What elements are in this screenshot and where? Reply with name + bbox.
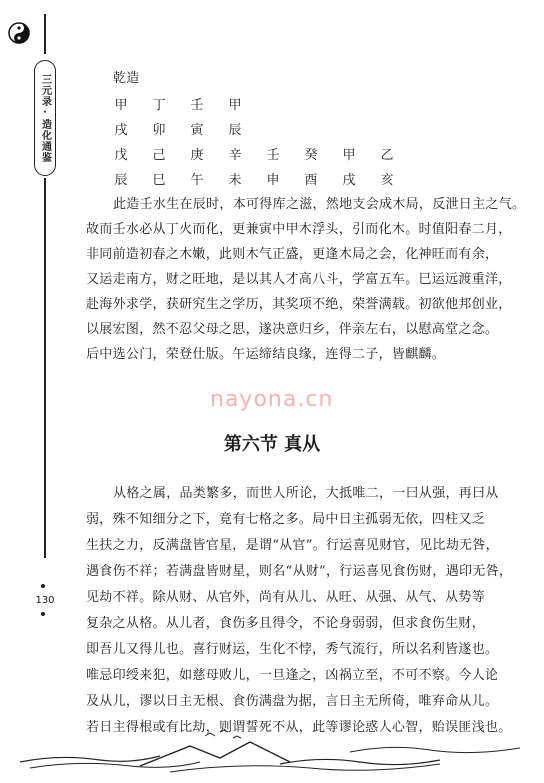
paragraph-line: 以展宏图，然不忍父母之思，遂决意归乡，伴亲左右，以慰高堂之念。 [86, 322, 499, 337]
chart-cell: 巳 [152, 173, 166, 188]
paragraph-line: 非同前造初春之木嫩，此则木气正盛，更逢木局之会，化神旺而有余， [86, 247, 499, 262]
paragraph-line: 遇食伤不祥；若满盘皆财星，则名“从财”，行运喜见食伤财，遇印无咎， [86, 564, 513, 579]
paragraph-line: 若日主得根或有比劫，则谓誓死不从，此等谬论惑人心智，贻误匪浅也。 [86, 720, 512, 735]
chart-cell: 酉 [304, 173, 318, 188]
chart-cell: 未 [228, 173, 242, 188]
watermark: nayona.cn [210, 387, 334, 412]
yin-yang-icon [8, 22, 30, 44]
chart-cell: 戌 [342, 173, 356, 188]
chart-cell: 午 [190, 173, 204, 188]
paragraph-line: 即吾儿又得儿也。喜行财运，生化不悖，秀气流行，所以名利皆遂也。 [86, 642, 499, 657]
paragraph-line: 故而壬水必从丁火而化，更兼寅中甲木浮头，引而化木。时值阳春二月， [86, 222, 512, 237]
chart-cell: 甲 [114, 98, 128, 113]
chart-cell: 庚 [190, 148, 204, 163]
chart-cell: 辰 [228, 123, 242, 138]
chart-cell: 壬 [266, 148, 280, 163]
paragraph-line: 唯忌印绶来犯，如慈母败儿，一旦逢之，凶祸立至，不可不察。今人论 [86, 668, 499, 683]
paragraph-line: 见劫不祥。除从财、从官外，尚有从儿、从旺、从强、从气、从势等 [86, 590, 486, 605]
book-title-tab [34, 60, 56, 176]
chart-cell: 乙 [380, 148, 394, 163]
chart-cell: 申 [266, 173, 280, 188]
paragraph-line: 生扶之力，反满盘皆官星，是谓“从官”。行运喜见财官，见比劫无咎， [86, 538, 499, 553]
paragraph-line: 及从儿，谬以日主无根、食伤满盘为据，言日主无所倚，唯弃命从儿。 [86, 694, 499, 709]
chart-title: 乾造 [113, 71, 140, 86]
chart-cell: 辰 [114, 173, 128, 188]
paragraph-line: 弱，殊不知细分之下，竟有七格之多。局中日主孤弱无依，四柱又乏 [86, 512, 486, 527]
chart-cell: 辛 [228, 148, 242, 163]
chart-cell: 亥 [380, 173, 394, 188]
paragraph-line: 此造壬水生在辰时，本可得库之滋，然地支会成木局，反泄日主之气。 [113, 197, 526, 212]
chart-cell: 己 [152, 148, 166, 163]
paragraph-line: 后中选公门，荣登仕版。午运缔结良缘，连得二子，皆麒麟。 [86, 347, 446, 362]
chart-cell: 戊 [114, 148, 128, 163]
side-divider-bottom [44, 178, 46, 558]
chart-cell: 甲 [228, 98, 242, 113]
chart-cell: 戌 [114, 123, 128, 138]
chart-cell: 卯 [152, 123, 166, 138]
book-title: 三元录·造化通鉴 [39, 73, 51, 163]
page-dot-top [41, 584, 45, 588]
paragraph-line: 复杂之从格。从儿者，食伤多且得令，不论身弱弱，但求食伤生财， [86, 616, 486, 631]
chart-cell: 丁 [152, 98, 166, 113]
chart-cell: 癸 [304, 148, 318, 163]
section-title: 第六节 真从 [223, 434, 321, 455]
page-dot-bottom [41, 612, 45, 616]
chart-cell: 甲 [342, 148, 356, 163]
paragraph-line: 赴海外求学，获研究生之学历，其奖项不绝，荣誉满载。初欲他邦创业， [86, 297, 512, 312]
paragraph-line: 又运走南方，财之旺地，是以其人才高八斗，学富五车。巳运远渡重洋， [86, 272, 512, 287]
paragraph-line: 从格之属，品类繁多，而世人所论，大抵唯二，一曰从强，再曰从 [113, 486, 499, 501]
chart-cell: 壬 [190, 98, 204, 113]
mountain-wave-illustration [20, 722, 530, 778]
chart-cell: 寅 [190, 123, 204, 138]
page-number: 130 [35, 595, 55, 606]
side-divider-top [44, 14, 46, 54]
